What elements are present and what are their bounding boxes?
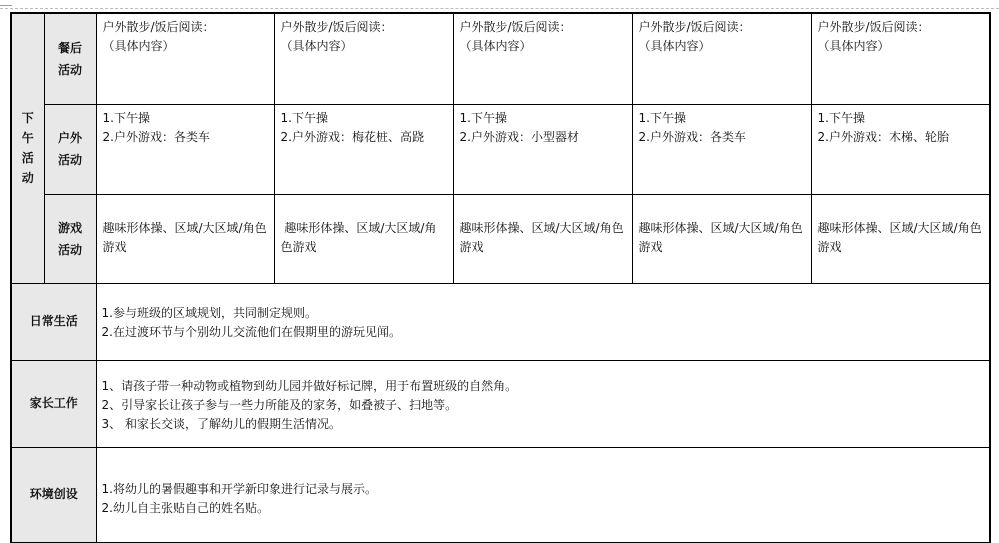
parent-work-label: 家长工作 bbox=[11, 360, 96, 447]
outdoor-cell-text: 1.下午操 bbox=[817, 110, 865, 125]
after-meal-row bbox=[11, 13, 990, 104]
environment-label: 环境创设 bbox=[11, 447, 96, 543]
games-cell-text: 趣味形体操、区域/大区域/角色游戏 bbox=[102, 220, 267, 254]
outdoor-cell-detail: 2.户外游戏：小型器材 bbox=[459, 129, 579, 144]
after-meal-cell-detail: （具体内容） bbox=[280, 39, 353, 53]
afternoon-section-title: 下午活动 bbox=[21, 111, 34, 186]
outdoor-label: 户外活动 bbox=[57, 131, 82, 167]
outdoor-cell-detail: 2.户外游戏：各类车 bbox=[638, 129, 746, 144]
outdoor-cell-text: 1.下午操 bbox=[638, 110, 686, 125]
outdoor-cell-1[interactable] bbox=[96, 104, 274, 194]
after-meal-cell-1[interactable] bbox=[96, 13, 274, 104]
games-cell-5[interactable] bbox=[811, 194, 990, 283]
parent-work-line: 3、 和家长交谈，了解幼儿的假期生活情况。 bbox=[101, 416, 341, 431]
after-meal-cell-5[interactable] bbox=[811, 13, 990, 104]
daily-life-label: 日常生活 bbox=[11, 283, 96, 360]
after-meal-cell-text: 户外散步/饭后阅读： bbox=[102, 20, 215, 34]
environment-row bbox=[11, 447, 990, 543]
games-cell-text: 趣味形体操、区域/大区域/角色游戏 bbox=[280, 220, 437, 254]
after-meal-label: 餐后活动 bbox=[57, 40, 82, 77]
games-cell-text: 趣味形体操、区域/大区域/角色游戏 bbox=[459, 220, 624, 254]
outdoor-cell-4[interactable] bbox=[632, 104, 811, 194]
outdoor-cell-detail: 2.户外游戏：各类车 bbox=[102, 129, 210, 144]
outdoor-label-cell bbox=[44, 104, 96, 194]
after-meal-label-cell bbox=[44, 13, 96, 104]
outdoor-cell-text: 1.下午操 bbox=[459, 110, 507, 125]
page-corner-mark bbox=[0, 5, 12, 6]
after-meal-cell-text: 户外散步/饭后阅读： bbox=[638, 20, 751, 34]
after-meal-cell-4[interactable] bbox=[632, 13, 811, 104]
environment-content[interactable] bbox=[96, 447, 990, 543]
games-cell-3[interactable] bbox=[453, 194, 632, 283]
games-cell-4[interactable] bbox=[632, 194, 811, 283]
games-label-cell bbox=[44, 194, 96, 283]
outdoor-cell-text: 1.下午操 bbox=[280, 110, 328, 125]
outdoor-row bbox=[11, 104, 990, 194]
environment-line: 2.幼儿自主张贴自己的姓名贴。 bbox=[101, 500, 269, 515]
after-meal-cell-detail: （具体内容） bbox=[638, 39, 711, 53]
outdoor-cell-text: 1.下午操 bbox=[102, 110, 150, 125]
parent-work-row bbox=[11, 360, 990, 447]
schedule-table bbox=[10, 12, 991, 543]
after-meal-cell-detail: （具体内容） bbox=[102, 39, 175, 53]
games-cell-2[interactable] bbox=[274, 194, 453, 283]
games-row bbox=[11, 194, 990, 283]
outdoor-cell-2[interactable] bbox=[274, 104, 453, 194]
parent-work-content[interactable] bbox=[96, 360, 990, 447]
after-meal-cell-2[interactable] bbox=[274, 13, 453, 104]
daily-life-content[interactable] bbox=[96, 283, 990, 360]
after-meal-cell-3[interactable] bbox=[453, 13, 632, 104]
parent-work-line: 1、请孩子带一种动物或植物到幼儿园并做好标记牌，用于布置班级的自然角。 bbox=[101, 378, 518, 393]
after-meal-cell-detail: （具体内容） bbox=[459, 39, 532, 53]
games-label: 游戏活动 bbox=[57, 220, 82, 257]
environment-line: 1.将幼儿的暑假趣事和开学新印象进行记录与展示。 bbox=[101, 481, 377, 496]
outdoor-cell-detail: 2.户外游戏：梅花桩、高跷 bbox=[280, 129, 424, 144]
outdoor-cell-detail: 2.户外游戏：木梯、轮胎 bbox=[817, 129, 949, 144]
page-margin-line bbox=[0, 8, 999, 9]
after-meal-cell-text: 户外散步/饭后阅读： bbox=[817, 20, 930, 34]
daily-life-line: 2.在过渡环节与个别幼儿交流他们在假期里的游玩见闻。 bbox=[101, 324, 401, 339]
games-cell-text: 趣味形体操、区域/大区域/角色游戏 bbox=[638, 220, 803, 254]
parent-work-line: 2、引导家长让孩子参与一些力所能及的家务，如叠被子、扫地等。 bbox=[101, 397, 458, 412]
outdoor-cell-3[interactable] bbox=[453, 104, 632, 194]
afternoon-section-header bbox=[11, 13, 44, 283]
games-cell-text: 趣味形体操、区域/大区域/角色游戏 bbox=[817, 220, 982, 254]
after-meal-cell-text: 户外散步/饭后阅读： bbox=[459, 20, 572, 34]
games-cell-1[interactable] bbox=[96, 194, 274, 283]
after-meal-cell-detail: （具体内容） bbox=[817, 39, 890, 53]
daily-life-row bbox=[11, 283, 990, 360]
outdoor-cell-5[interactable] bbox=[811, 104, 990, 194]
after-meal-cell-text: 户外散步/饭后阅读： bbox=[280, 20, 393, 34]
daily-life-line: 1.参与班级的区域规划，共同制定规则。 bbox=[101, 305, 317, 320]
